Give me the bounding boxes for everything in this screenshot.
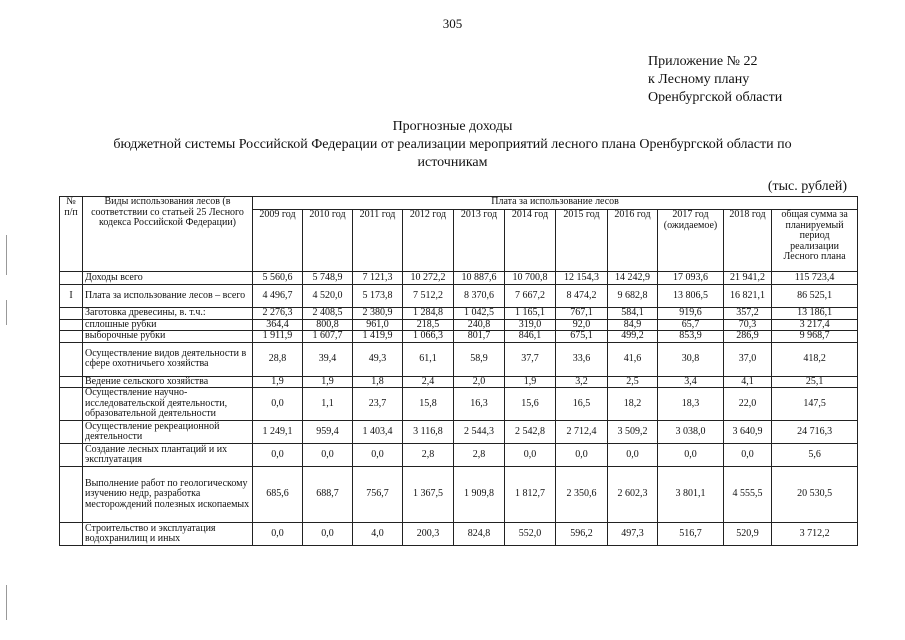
value-cell: 25,1: [772, 376, 858, 388]
value-cell: 1 419,9: [353, 331, 403, 343]
value-cell: 5,6: [772, 444, 858, 467]
value-cell: 1,9: [505, 376, 556, 388]
value-cell: 1 367,5: [403, 467, 454, 523]
value-cell: 2,8: [403, 444, 454, 467]
value-cell: 3,4: [658, 376, 724, 388]
value-cell: 0,0: [303, 523, 353, 546]
value-cell: 3 116,8: [403, 421, 454, 444]
value-cell: 18,2: [608, 388, 658, 421]
value-cell: 15,6: [505, 388, 556, 421]
row-label: Осуществление научно-исследовательской деятельности, образовательной деятельности: [83, 388, 253, 421]
value-cell: 499,2: [608, 331, 658, 343]
value-cell: 86 525,1: [772, 285, 858, 308]
table-row: [60, 308, 858, 320]
appendix-line: Оренбургской области: [648, 90, 783, 105]
table-row: [60, 523, 858, 546]
value-cell: 0,0: [303, 444, 353, 467]
table-row: [60, 331, 858, 343]
header-year: 2016 год: [608, 210, 658, 272]
value-cell: 2 380,9: [353, 308, 403, 320]
row-number: [60, 467, 83, 523]
title-line: источникам: [417, 155, 488, 170]
row-number: [60, 376, 83, 388]
value-cell: 3 640,9: [724, 421, 772, 444]
table-row: [60, 421, 858, 444]
value-cell: 2 542,8: [505, 421, 556, 444]
row-label: Выполнение работ по геологическому изучению недр, разработка месторождений полезных ископаемых: [83, 467, 253, 523]
value-cell: 4 520,0: [303, 285, 353, 308]
value-cell: 10 887,6: [454, 272, 505, 285]
margin-mark: [6, 235, 7, 275]
row-label: Создание лесных плантаций и их эксплуатация: [83, 444, 253, 467]
value-cell: 16,3: [454, 388, 505, 421]
value-cell: 756,7: [353, 467, 403, 523]
row-number: I: [60, 285, 83, 308]
value-cell: 0,0: [724, 444, 772, 467]
value-cell: 1 042,5: [454, 308, 505, 320]
value-cell: 16,5: [556, 388, 608, 421]
value-cell: 3 217,4: [772, 319, 858, 331]
header-year: 2011 год: [353, 210, 403, 272]
row-label: Плата за использование лесов – всего: [83, 285, 253, 308]
page-number: 305: [442, 16, 463, 31]
row-number: [60, 444, 83, 467]
row-number: [60, 523, 83, 546]
value-cell: 4 496,7: [253, 285, 303, 308]
value-cell: 218,5: [403, 319, 454, 331]
value-cell: 853,9: [658, 331, 724, 343]
value-cell: 286,9: [724, 331, 772, 343]
value-cell: 801,7: [454, 331, 505, 343]
value-cell: 1,9: [303, 376, 353, 388]
table-row: [60, 376, 858, 388]
value-cell: 15,8: [403, 388, 454, 421]
value-cell: 13 806,5: [658, 285, 724, 308]
value-cell: 2 602,3: [608, 467, 658, 523]
row-number: [60, 421, 83, 444]
value-cell: 9 682,8: [608, 285, 658, 308]
title-line: бюджетной системы Российской Федерации от реализации мероприятий лесного плана Оренбургской области по: [113, 137, 792, 152]
header-year: 2010 год: [303, 210, 353, 272]
value-cell: 9 968,7: [772, 331, 858, 343]
row-number: [60, 308, 83, 320]
value-cell: 115 723,4: [772, 272, 858, 285]
value-cell: 49,3: [353, 342, 403, 376]
header-kind: Виды использования лесов (в соответствии со статьей 25 Лесного кодекса Российской Федерации): [83, 197, 253, 272]
header-year: 2017 год (ожидаемое): [658, 210, 724, 272]
value-cell: 1,1: [303, 388, 353, 421]
value-cell: 5 173,8: [353, 285, 403, 308]
value-cell: 959,4: [303, 421, 353, 444]
appendix-note: [648, 53, 782, 107]
value-cell: 520,9: [724, 523, 772, 546]
value-cell: 2,4: [403, 376, 454, 388]
value-cell: 1 403,4: [353, 421, 403, 444]
value-cell: 1,9: [253, 376, 303, 388]
value-cell: 0,0: [608, 444, 658, 467]
value-cell: 418,2: [772, 342, 858, 376]
value-cell: 364,4: [253, 319, 303, 331]
value-cell: 8 474,2: [556, 285, 608, 308]
value-cell: 3,2: [556, 376, 608, 388]
value-cell: 919,6: [658, 308, 724, 320]
value-cell: 22,0: [724, 388, 772, 421]
value-cell: 39,4: [303, 342, 353, 376]
value-cell: 65,7: [658, 319, 724, 331]
row-label: Ведение сельского хозяйства: [83, 376, 253, 388]
table-row: [60, 467, 858, 523]
value-cell: 800,8: [303, 319, 353, 331]
value-cell: 7 667,2: [505, 285, 556, 308]
value-cell: 3 712,2: [772, 523, 858, 546]
value-cell: 0,0: [658, 444, 724, 467]
header-year: 2015 год: [556, 210, 608, 272]
value-cell: 1 249,1: [253, 421, 303, 444]
value-cell: 688,7: [303, 467, 353, 523]
value-cell: 17 093,6: [658, 272, 724, 285]
value-cell: 58,9: [454, 342, 505, 376]
value-cell: 5 560,6: [253, 272, 303, 285]
value-cell: 200,3: [403, 523, 454, 546]
table-row: [60, 388, 858, 421]
value-cell: 2 408,5: [303, 308, 353, 320]
value-cell: 1 909,8: [454, 467, 505, 523]
value-cell: 2,5: [608, 376, 658, 388]
row-label: Осуществление видов деятельности в сфере охотничьего хозяйства: [83, 342, 253, 376]
value-cell: 37,7: [505, 342, 556, 376]
value-cell: 8 370,6: [454, 285, 505, 308]
value-cell: 5 748,9: [303, 272, 353, 285]
row-number: [60, 388, 83, 421]
value-cell: 28,8: [253, 342, 303, 376]
value-cell: 357,2: [724, 308, 772, 320]
value-cell: 23,7: [353, 388, 403, 421]
value-cell: 7 512,2: [403, 285, 454, 308]
value-cell: 2,8: [454, 444, 505, 467]
value-cell: 33,6: [556, 342, 608, 376]
value-cell: 497,3: [608, 523, 658, 546]
header-total: общая сумма за планируемый период реализации Лесного плана: [772, 210, 858, 272]
value-cell: 41,6: [608, 342, 658, 376]
row-label: Доходы всего: [83, 272, 253, 285]
row-number: [60, 331, 83, 343]
header-year: 2018 год: [724, 210, 772, 272]
appendix-line: к Лесному плану: [648, 72, 750, 87]
value-cell: 2 276,3: [253, 308, 303, 320]
header-group: Плата за использование лесов: [253, 197, 858, 210]
appendix-line: Приложение № 22: [648, 54, 758, 69]
value-cell: 1 812,7: [505, 467, 556, 523]
value-cell: 10 700,8: [505, 272, 556, 285]
value-cell: 1 607,7: [303, 331, 353, 343]
value-cell: 16 821,1: [724, 285, 772, 308]
table-row: [60, 285, 858, 308]
value-cell: 70,3: [724, 319, 772, 331]
row-number: [60, 272, 83, 285]
header-year: 2009 год: [253, 210, 303, 272]
table-body: [60, 272, 858, 546]
header-year: 2014 год: [505, 210, 556, 272]
value-cell: 3 038,0: [658, 421, 724, 444]
value-cell: 2 544,3: [454, 421, 505, 444]
row-label: Осуществление рекреационной деятельности: [83, 421, 253, 444]
value-cell: 30,8: [658, 342, 724, 376]
value-cell: 61,1: [403, 342, 454, 376]
value-cell: 552,0: [505, 523, 556, 546]
margin-mark: [6, 300, 7, 325]
title-line: Прогнозные доходы: [392, 119, 513, 134]
value-cell: 0,0: [253, 444, 303, 467]
value-cell: 767,1: [556, 308, 608, 320]
revenue-table: [59, 196, 858, 546]
value-cell: 2 350,6: [556, 467, 608, 523]
document-title: [60, 118, 845, 172]
value-cell: 0,0: [253, 388, 303, 421]
value-cell: 675,1: [556, 331, 608, 343]
margin-mark: [6, 585, 7, 620]
value-cell: 584,1: [608, 308, 658, 320]
value-cell: 7 121,3: [353, 272, 403, 285]
value-cell: 1 165,1: [505, 308, 556, 320]
value-cell: 1 066,3: [403, 331, 454, 343]
value-cell: 516,7: [658, 523, 724, 546]
table-row: [60, 319, 858, 331]
value-cell: 13 186,1: [772, 308, 858, 320]
value-cell: 846,1: [505, 331, 556, 343]
value-cell: 18,3: [658, 388, 724, 421]
row-label: Строительство и эксплуатация водохранилищ и иных: [83, 523, 253, 546]
value-cell: 2,0: [454, 376, 505, 388]
value-cell: 0,0: [505, 444, 556, 467]
value-cell: 240,8: [454, 319, 505, 331]
value-cell: 147,5: [772, 388, 858, 421]
value-cell: 1 911,9: [253, 331, 303, 343]
header-num: № п/п: [60, 197, 83, 272]
row-number: [60, 342, 83, 376]
table-row: [60, 272, 858, 285]
row-label: Заготовка древесины, в. т.ч.:: [83, 308, 253, 320]
value-cell: 4,1: [724, 376, 772, 388]
value-cell: 1 284,8: [403, 308, 454, 320]
value-cell: 0,0: [353, 444, 403, 467]
value-cell: 596,2: [556, 523, 608, 546]
header-year: 2012 год: [403, 210, 454, 272]
row-label: сплошные рубки: [83, 319, 253, 331]
value-cell: 14 242,9: [608, 272, 658, 285]
value-cell: 4,0: [353, 523, 403, 546]
table-row: [60, 444, 858, 467]
value-cell: 961,0: [353, 319, 403, 331]
value-cell: 0,0: [253, 523, 303, 546]
value-cell: 3 509,2: [608, 421, 658, 444]
value-cell: 685,6: [253, 467, 303, 523]
value-cell: 92,0: [556, 319, 608, 331]
value-cell: 37,0: [724, 342, 772, 376]
value-cell: 21 941,2: [724, 272, 772, 285]
value-cell: 3 801,1: [658, 467, 724, 523]
header-year: 2013 год: [454, 210, 505, 272]
row-number: [60, 319, 83, 331]
value-cell: 10 272,2: [403, 272, 454, 285]
value-cell: 84,9: [608, 319, 658, 331]
value-cell: 1,8: [353, 376, 403, 388]
value-cell: 319,0: [505, 319, 556, 331]
value-cell: 24 716,3: [772, 421, 858, 444]
value-cell: 20 530,5: [772, 467, 858, 523]
value-cell: 2 712,4: [556, 421, 608, 444]
table-row: [60, 342, 858, 376]
value-cell: 12 154,3: [556, 272, 608, 285]
units-label: (тыс. рублей): [767, 179, 847, 194]
row-label: выборочные рубки: [83, 331, 253, 343]
value-cell: 824,8: [454, 523, 505, 546]
value-cell: 4 555,5: [724, 467, 772, 523]
value-cell: 0,0: [556, 444, 608, 467]
